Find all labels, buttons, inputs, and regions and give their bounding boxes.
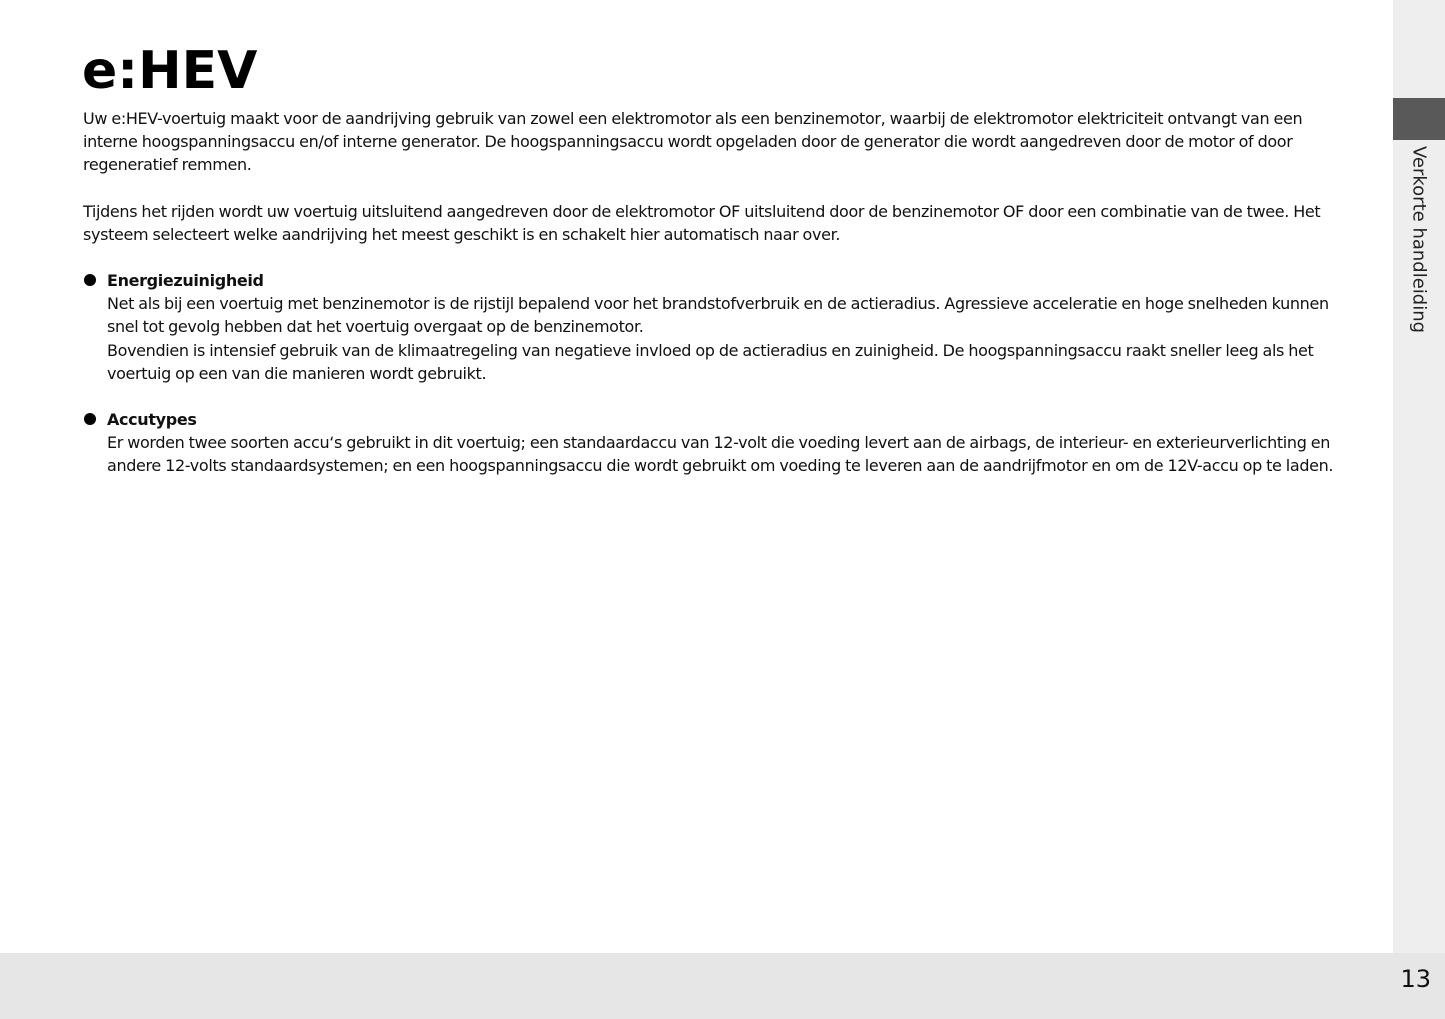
section-heading: Energiezuinigheid (107, 271, 264, 291)
page-content (83, 107, 1358, 501)
section-accutypes (83, 408, 1358, 478)
intro-paragraph: Uw e:HEV-voertuig maakt voor de aandrijving gebruik van zowel een elektromotor als een benzinemotor, waarbij de elektromotor elektriciteit ontvangt van een interne hoogspanningsaccu en/of interne generator. De hoogspanningsaccu wordt opgeladen door de generator die wordt aangedreven door de motor of door regeneratief remmen. (83, 109, 1303, 175)
section-energiezuinigheid (83, 269, 1358, 385)
page-title: e:HEV (82, 41, 258, 101)
intro-paragraph: Tijdens het rijden wordt uw voertuig uitsluitend aangedreven door de elektromotor OF uitsluitend door de benzinemotor OF door een combinatie van de twee. Het systeem selecteert welke aandrijving het meest geschikt is en schakelt hier automatisch naar over. (83, 201, 1321, 244)
footer-bar (0, 953, 1445, 1019)
section-paragraph: Net als bij een voertuig met benzinemotor is de rijstijl bepalend voor het brandstofverbruik en de actieradius. Agressieve acceleratie en hoge snelheden kunnen snel tot gevolg hebben dat het voertuig overgaat op de benzinemotor. (107, 294, 1329, 337)
side-tab-label[interactable]: Verkorte handleiding (1408, 146, 1430, 334)
section-heading: Accutypes (107, 410, 197, 430)
section-paragraph: Bovendien is intensief gebruik van de klimaatregeling van negatieve invloed op de actieradius en zuinigheid. De hoogspanningsaccu raakt sneller leeg als het voertuig op een van die manieren wordt gebruikt. (107, 340, 1314, 383)
side-tab-marker (1393, 98, 1445, 140)
section-paragraph: Er worden twee soorten accu‘s gebruikt in dit voertuig; een standaardaccu van 12-volt die voeding levert aan de airbags, de interieur- en exterieurverlichting en andere 12-volts standaardsystemen; en een hoogspanningsaccu die wordt gebruikt om voeding te leveren aan de aandrijfmotor en om de 12V-accu op te laden. (107, 433, 1334, 476)
bullet-icon (84, 413, 96, 425)
page-number: 13 (1400, 965, 1431, 993)
side-tab (1393, 0, 1445, 953)
bullet-icon (84, 274, 96, 286)
